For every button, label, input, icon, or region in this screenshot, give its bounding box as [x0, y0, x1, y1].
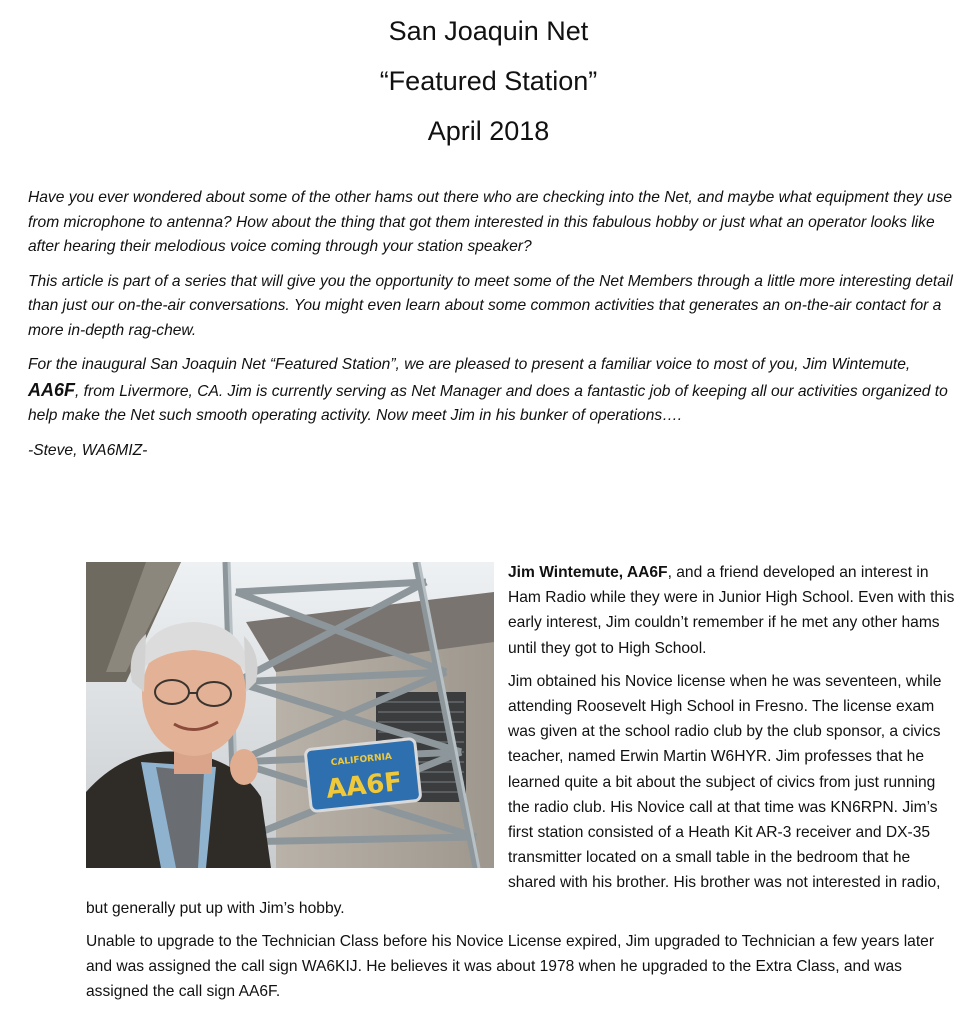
featured-callsign: AA6F: [28, 379, 76, 400]
intro-paragraph-3-start: For the inaugural San Joaquin Net “Featured Station”, we are pleased to present a familiar voice to most of you, Jim Wintemute,: [28, 356, 911, 373]
page-date: April 2018: [427, 116, 550, 146]
signoff: -Steve, WA6MIZ-: [28, 441, 148, 459]
plate-number-text: AA6F: [324, 767, 404, 805]
intro-paragraph-3-end: , from Livermore, CA. Jim is currently serving as Net Manager and does a fantastic job of keeping all our activities organized to help make the Net such smooth operating activity. Now meet Jim in his bunker of operations….: [28, 382, 948, 424]
intro-paragraph-3: [28, 353, 963, 429]
page-header: [0, 6, 977, 156]
station-photo-illustration: [86, 562, 494, 868]
page-title: San Joaquin Net: [388, 16, 589, 46]
plate-state-text: CALIFORNIA: [330, 751, 393, 769]
station-photo: [86, 562, 494, 868]
article-lead-name: Jim Wintemute, AA6F: [508, 564, 668, 581]
page-subtitle: “Featured Station”: [379, 66, 598, 96]
article-paragraph-1-text: , and a friend developed an interest in Ham Radio while they were in Junior High School. Even with this early interest, Jim couldn’t remember if he met any other hams until they got to High School.: [508, 564, 955, 657]
intro-section: [28, 186, 963, 463]
article-paragraph-3: Unable to upgrade to the Technician Class before his Novice License expired, Jim upgraded to Technician a few years later and was assigned the call sign WA6KIJ. He believes it was about 1978 when he upgraded to the Extra Class, and was assigned the call sign AA6F.: [86, 932, 935, 1001]
intro-paragraph-1: Have you ever wondered about some of the other hams out there who are checking into the Net, and maybe what equipment they use from microphone to antenna? How about the thing that got them interested in this fabulous hobby or just what an operator looks like after hearing their melodious voice coming through your station speaker?: [28, 189, 953, 255]
article-section: [86, 560, 961, 1012]
intro-paragraph-2: This article is part of a series that will give you the opportunity to meet some of the Net Members through a little more interesting detail than just our on-the-air conversations. You might even learn about some common activities that generates an on-the-air contact for a more in-depth rag-chew.: [28, 272, 953, 339]
article-paragraph-2: Jim obtained his Novice license when he was seventeen, while attending Roosevelt High School in Fresno. The license exam was given at the school radio club by the club sponsor, a civics teacher, named Erwin Martin W6HYR. Jim professes that he learned quite a bit about the subject of civics from just running the radio club. His Novice call at that time was KN6RPN. Jim’s first station consisted of a Heath Kit AR-3 receiver and DX-35 transmitter located on a small table in the bedroom that he shared with his brother. His brother was not interested in radio, but generally put up with Jim’s hobby.: [86, 672, 942, 917]
